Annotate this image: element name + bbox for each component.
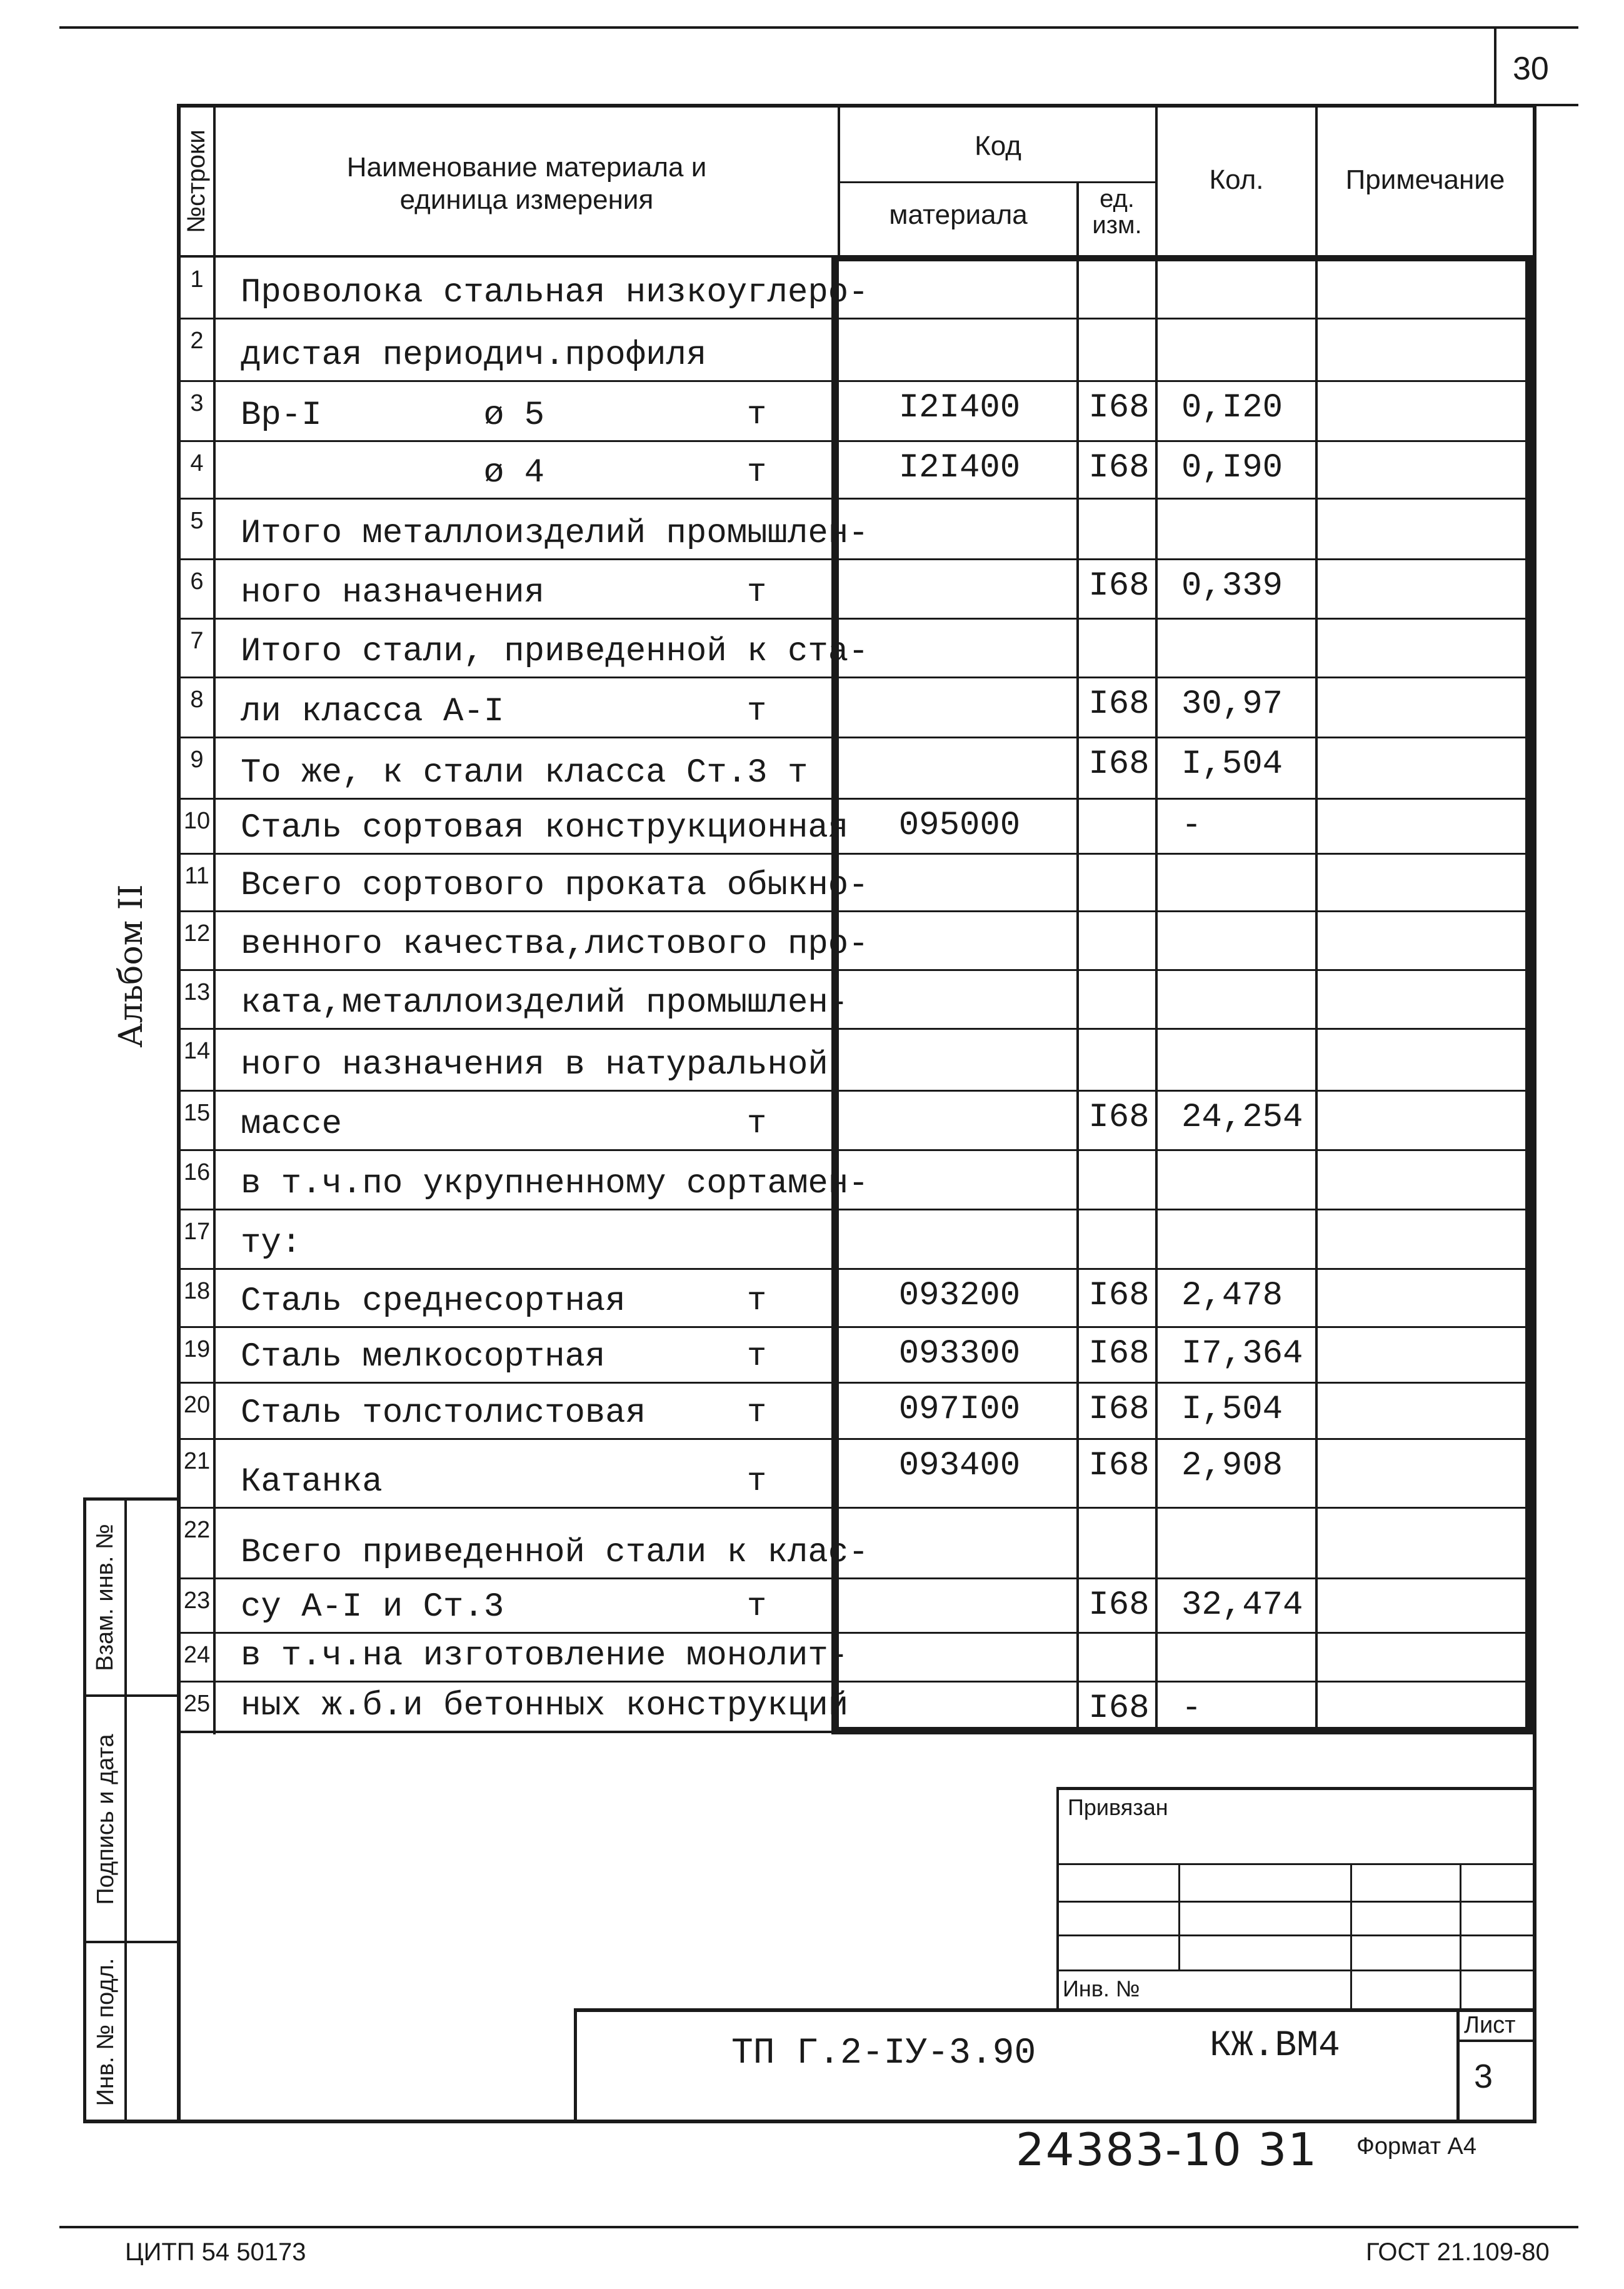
row-name: в т.ч.на изготовление монолит-: [241, 1637, 849, 1675]
row-unit: т: [747, 1105, 767, 1142]
row-meas-unit: I68: [1088, 1586, 1150, 1624]
privyazan-row4: [1056, 1970, 1536, 1971]
col-sep-qty: [1155, 104, 1158, 1734]
row-separator: [177, 380, 1536, 382]
album-label: Альбом II: [113, 884, 150, 1048]
col-sep-note: [1315, 104, 1318, 1734]
row-separator: [177, 677, 1536, 678]
header-material: материала: [889, 199, 1028, 230]
row-separator: [177, 910, 1536, 912]
row-unit: т: [747, 693, 767, 730]
row-quantity: 30,97: [1181, 685, 1283, 723]
row-quantity: 2,478: [1181, 1277, 1283, 1315]
row-name: ø 4: [241, 454, 545, 492]
row-separator: [177, 1028, 1536, 1030]
body-thick-top: [831, 255, 1533, 261]
header-note: Примечание: [1345, 164, 1505, 195]
row-number: 9: [190, 747, 204, 773]
row-number: 19: [183, 1336, 211, 1362]
row-separator: [177, 1090, 1536, 1092]
header-code: Код: [975, 131, 1021, 161]
footer-right: ГОСТ 21.109-80: [1366, 2238, 1550, 2266]
row-number: 23: [183, 1587, 211, 1614]
row-quantity: 2,908: [1181, 1447, 1283, 1485]
header-name-line1: Наименование материала и: [346, 152, 707, 183]
row-unit: т: [747, 454, 767, 491]
row-name: То же, к стали класса Ст.3 т: [241, 754, 808, 792]
row-name: Вр-I ø 5: [241, 396, 545, 435]
table-frame-right: [1533, 104, 1536, 2122]
side-stamp-right: [177, 1733, 181, 2122]
row-number: 1: [190, 266, 204, 293]
row-separator: [177, 318, 1536, 319]
row-meas-unit: I68: [1088, 389, 1150, 427]
row-name: ката,металлоизделий промышлен-: [241, 984, 849, 1022]
row-separator: [177, 1209, 1536, 1210]
header-unit-line1: ед.: [1100, 185, 1135, 213]
row-separator: [177, 498, 1536, 500]
row-number: 13: [183, 979, 211, 1005]
title-block-top: [574, 2008, 1536, 2012]
privyazan-top: [1056, 1787, 1536, 1790]
row-name: Всего сортового проката обыкно-: [241, 867, 869, 905]
side-stamp-left: [83, 1497, 86, 2123]
row-code: 093300: [898, 1335, 1021, 1373]
row-name: Проволока стальная низкоуглеро-: [241, 274, 869, 312]
row-quantity: 0,I20: [1181, 389, 1283, 427]
row-number: 6: [190, 568, 204, 595]
row-unit: т: [747, 1588, 767, 1625]
row-number: 14: [183, 1038, 211, 1064]
row-name: Итого металлоизделий промышлен-: [241, 515, 869, 553]
row-separator: [177, 1149, 1536, 1151]
privyazan-row1: [1056, 1863, 1536, 1865]
row-separator: [177, 558, 1536, 560]
privyazan-col2: [1350, 1863, 1352, 2012]
row-name: Всего приведенной стали к клас-: [241, 1534, 869, 1572]
row-number: 17: [183, 1219, 211, 1245]
row-separator: [177, 1438, 1536, 1440]
row-number: 16: [183, 1159, 211, 1185]
handwritten-number: 24383-10 31: [1016, 2123, 1318, 2176]
row-number: 3: [190, 390, 204, 416]
row-separator: [177, 1326, 1536, 1328]
inv-no-label: Инв. №: [1063, 1976, 1140, 2001]
row-quantity: I,504: [1181, 745, 1283, 783]
page-number-box-left: [1494, 26, 1496, 105]
privyazan-col3: [1460, 1863, 1461, 2012]
privyazan-row2: [1056, 1901, 1536, 1903]
stamp-inv: Инв. № подл.: [93, 1958, 119, 2106]
sheet-box-mid: [1456, 2040, 1536, 2042]
row-number: 2: [190, 328, 204, 354]
row-code: I2I400: [898, 389, 1021, 427]
row-number: 18: [183, 1278, 211, 1304]
stamp-podpis: Подпись и дата: [93, 1734, 119, 1905]
row-separator: [177, 853, 1536, 855]
row-quantity: 32,474: [1181, 1586, 1303, 1624]
row-separator: [177, 969, 1536, 971]
title-block-left: [574, 2008, 577, 2122]
row-meas-unit: I68: [1088, 1277, 1150, 1315]
header-row-no: №строки: [183, 129, 210, 233]
side-stamp-div1: [83, 1694, 181, 1697]
row-code: 093200: [898, 1277, 1021, 1315]
row-meas-unit: I68: [1088, 1335, 1150, 1373]
page-number: 30: [1513, 51, 1549, 87]
row-name: су А-I и Ст.3: [241, 1588, 504, 1626]
row-quantity: -: [1181, 807, 1202, 845]
row-meas-unit: I68: [1088, 685, 1150, 723]
row-separator: [177, 798, 1536, 800]
row-meas-unit: I68: [1088, 567, 1150, 605]
row-number: 22: [183, 1517, 211, 1543]
row-quantity: -: [1181, 1689, 1202, 1728]
privyazan-left: [1056, 1787, 1059, 2012]
row-number: 7: [190, 628, 204, 654]
row-meas-unit: I68: [1088, 1689, 1150, 1728]
row-unit: т: [747, 574, 767, 611]
row-code: 093400: [898, 1447, 1021, 1485]
privyazan-col1: [1178, 1863, 1180, 1970]
row-separator: [177, 440, 1536, 442]
row-number: 10: [183, 808, 211, 834]
row-name: ту:: [241, 1224, 302, 1262]
format-label: Формат А4: [1356, 2133, 1477, 2160]
sheet-box-left: [1456, 2008, 1460, 2122]
stamp-vzam: Взам. инв. №: [92, 1524, 118, 1671]
row-number: 5: [190, 508, 204, 534]
row-meas-unit: I68: [1088, 1391, 1150, 1429]
row-separator: [177, 1632, 1536, 1634]
code-subheader-rule: [838, 181, 1156, 183]
row-meas-unit: I68: [1088, 1447, 1150, 1485]
header-unit-line2: изм.: [1092, 211, 1142, 239]
sheet-number: 3: [1474, 2058, 1493, 2095]
bottom-frame: [83, 2120, 1536, 2123]
row-name: массе: [241, 1105, 343, 1144]
row-quantity: 0,339: [1181, 567, 1283, 605]
doc-mark: КЖ.ВМ4: [1210, 2026, 1340, 2066]
row-number: 4: [190, 450, 204, 476]
row-quantity: I,504: [1181, 1391, 1283, 1429]
sheet-label: Лист: [1464, 2012, 1516, 2038]
privyazan-label: Привязан: [1068, 1794, 1168, 1820]
row-number: 24: [183, 1642, 211, 1668]
row-separator: [177, 1507, 1536, 1509]
footer-left: ЦИТП 54 50173: [125, 2238, 306, 2266]
row-unit: т: [747, 396, 767, 433]
doc-code: ТП Г.2-IУ-3.90: [731, 2033, 1036, 2074]
row-separator: [177, 1681, 1536, 1683]
row-code: 095000: [898, 807, 1021, 845]
privyazan-row3: [1056, 1934, 1536, 1936]
row-number: 11: [184, 863, 209, 889]
row-code: 097I00: [898, 1391, 1021, 1429]
side-stamp-top: [83, 1497, 181, 1501]
row-name: Сталь среднесортная: [241, 1282, 626, 1321]
row-meas-unit: I68: [1088, 745, 1150, 783]
row-name: ли класса А-I: [241, 693, 504, 731]
table-frame-top: [177, 104, 1536, 108]
row-unit: т: [747, 1394, 767, 1431]
row-name: Сталь сортовая конструкционная: [241, 809, 849, 847]
row-code: I2I400: [898, 449, 1021, 487]
row-number: 8: [190, 687, 204, 713]
row-unit: т: [747, 1282, 767, 1319]
header-name-line2: единица измерения: [399, 184, 654, 215]
row-meas-unit: I68: [1088, 449, 1150, 487]
row-name: Сталь мелкосортная: [241, 1338, 606, 1376]
row-unit: т: [747, 1338, 767, 1375]
row-separator: [177, 737, 1536, 738]
row-name: Итого стали, приведенной к ста-: [241, 633, 869, 671]
row-separator: [177, 1577, 1536, 1579]
row-separator: [177, 1268, 1536, 1270]
row-name: Сталь толстолистовая: [241, 1394, 646, 1432]
row-meas-unit: I68: [1088, 1099, 1150, 1137]
row-quantity: 24,254: [1181, 1099, 1303, 1137]
row-name: ного назначения: [241, 574, 545, 612]
row-separator: [177, 1382, 1536, 1384]
body-thick-bottom: [831, 1727, 1533, 1734]
row-unit: т: [747, 1463, 767, 1500]
row-separator: [177, 618, 1536, 620]
row-name: венного качества,листового про-: [241, 925, 869, 963]
body-bottom-rule: [177, 1731, 833, 1733]
row-name: ного назначения в натуральной: [241, 1046, 828, 1084]
body-thick-right: [1525, 258, 1533, 1734]
side-stamp-inner: [124, 1497, 127, 2123]
row-name: дистая периодич.профиля: [241, 336, 707, 375]
row-number: 21: [183, 1448, 211, 1474]
row-name: в т.ч.по укрупненному сортамен-: [241, 1165, 869, 1203]
row-number: 25: [183, 1691, 211, 1717]
row-name: ных ж.б.и бетонных конструкций: [241, 1687, 849, 1725]
col-sep-name: [838, 104, 840, 258]
row-quantity: 0,I90: [1181, 449, 1283, 487]
row-number: 20: [183, 1392, 211, 1418]
header-qty: Кол.: [1209, 164, 1264, 195]
top-rule: [59, 26, 1578, 29]
row-number: 15: [183, 1100, 211, 1126]
row-number: 12: [183, 920, 211, 947]
footer-rule: [59, 2226, 1578, 2228]
row-quantity: I7,364: [1181, 1335, 1303, 1373]
row-name: Катанка: [241, 1463, 383, 1501]
